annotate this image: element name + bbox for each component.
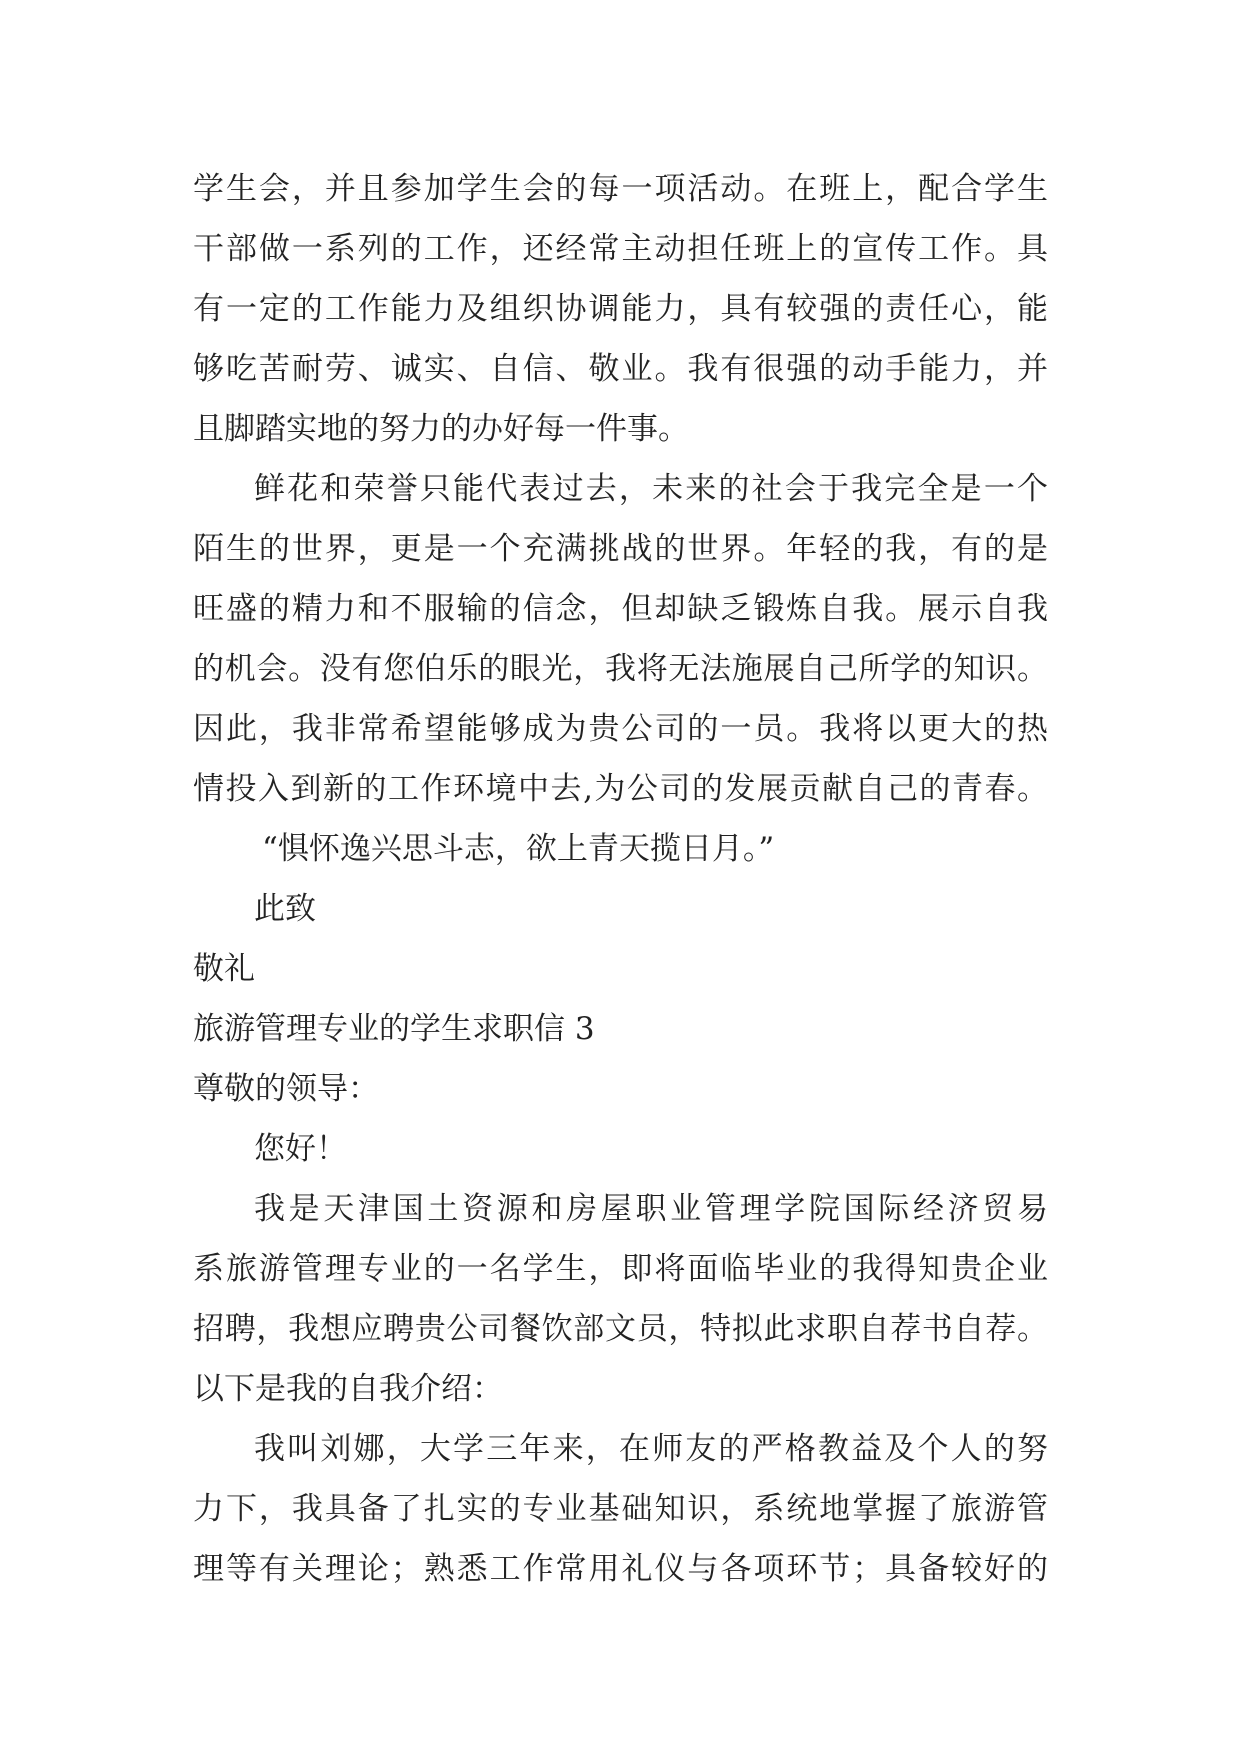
paragraph-line: 够吃苦耐劳、诚实、自信、敬业。我有很强的动手能力，并 — [193, 351, 1048, 387]
section-title: 旅游管理专业的学生求职信 3 — [193, 1011, 595, 1047]
paragraph-line: 干部做一系列的工作，还经常主动担任班上的宣传工作。具 — [193, 231, 1048, 267]
paragraph-line: 学生会，并且参加学生会的每一项活动。在班上，配合学生 — [193, 171, 1048, 207]
paragraph-line: 鲜花和荣誉只能代表过去，未来的社会于我完全是一个 — [254, 471, 1048, 507]
paragraph-line: 陌生的世界，更是一个充满挑战的世界。年轻的我，有的是 — [193, 531, 1048, 567]
paragraph-line: 且脚踏实地的努力的办好每一件事。 — [193, 411, 689, 447]
closing-salute: 敬礼 — [193, 951, 255, 987]
salutation: 尊敬的领导： — [193, 1071, 379, 1107]
paragraph-line: 因此，我非常希望能够成为贵公司的一员。我将以更大的热 — [193, 711, 1048, 747]
paragraph-line: 理等有关理论；熟悉工作常用礼仪与各项环节；具备较好的 — [193, 1551, 1048, 1587]
closing-line: 此致 — [254, 891, 316, 927]
quote-line: “惧怀逸兴思斗志，欲上青天揽日月。” — [262, 831, 775, 867]
paragraph-line: 以下是我的自我介绍： — [193, 1371, 503, 1407]
paragraph-line: 系旅游管理专业的一名学生，即将面临毕业的我得知贵企业 — [193, 1251, 1048, 1287]
paragraph-line: 情投入到新的工作环境中去,为公司的发展贡献自己的青春。 — [193, 771, 1048, 807]
paragraph-line: 有一定的工作能力及组织协调能力，具有较强的责任心，能 — [193, 291, 1048, 327]
greeting: 您好！ — [254, 1131, 347, 1167]
paragraph-line: 我叫刘娜，大学三年来，在师友的严格教益及个人的努 — [254, 1431, 1048, 1467]
paragraph-line: 招聘，我想应聘贵公司餐饮部文员，特拟此求职自荐书自荐。 — [193, 1311, 1048, 1347]
paragraph-line: 我是天津国土资源和房屋职业管理学院国际经济贸易 — [254, 1191, 1048, 1227]
paragraph-line: 的机会。没有您伯乐的眼光，我将无法施展自己所学的知识。 — [193, 651, 1048, 687]
paragraph-line: 力下，我具备了扎实的专业基础知识，系统地掌握了旅游管 — [193, 1491, 1048, 1527]
paragraph-line: 旺盛的精力和不服输的信念，但却缺乏锻炼自我。展示自我 — [193, 591, 1048, 627]
